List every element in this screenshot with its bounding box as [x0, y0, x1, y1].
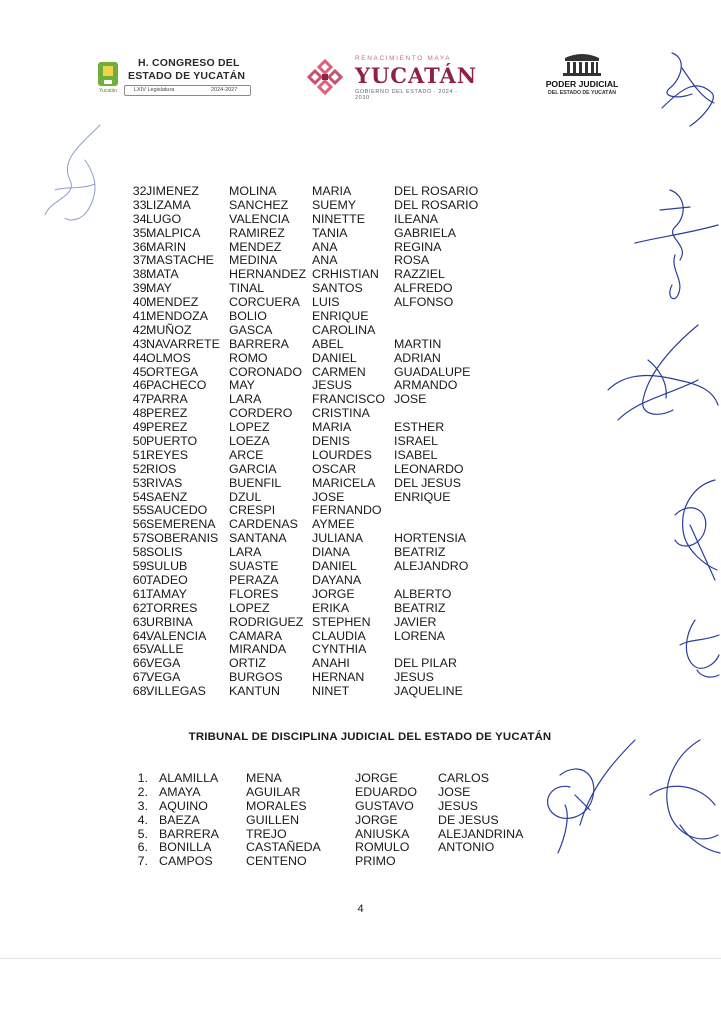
first-surname: SOLIS — [146, 545, 183, 560]
first-name: SUEMY — [312, 197, 357, 212]
row-number: 7. — [137, 854, 148, 869]
first-name: JULIANA — [312, 531, 363, 546]
row-number: 35. — [132, 225, 150, 240]
first-name: MARIA — [312, 184, 352, 198]
second-name: GUADALUPE — [394, 364, 471, 379]
first-name: HERNAN — [312, 670, 365, 685]
first-surname: MUÑOZ — [146, 322, 192, 337]
second-surname: MENDEZ — [229, 239, 282, 254]
row-number: 61. — [132, 586, 150, 601]
row-number: 4. — [137, 812, 148, 827]
congreso-seal-icon — [94, 60, 122, 94]
row-number: 33. — [132, 197, 150, 212]
second-name: JAQUELINE — [394, 684, 463, 699]
first-surname: ORTEGA — [146, 364, 199, 379]
first-name: NINET — [312, 684, 350, 699]
row-number: 47. — [132, 392, 150, 407]
second-surname: CAMARA — [229, 628, 283, 643]
row-number: 1. — [137, 771, 148, 785]
second-surname: CORDERO — [229, 406, 293, 421]
second-surname: CRESPI — [229, 503, 276, 518]
row-number: 2. — [137, 784, 148, 799]
congreso-name-line1: H. CONGRESO DEL — [138, 57, 240, 69]
first-surname: SAENZ — [146, 489, 188, 504]
renacimiento-maya-mark-icon — [305, 57, 345, 97]
first-surname: MALPICA — [146, 225, 201, 240]
gobierno-yucatan-logo — [305, 52, 478, 101]
second-surname: AGUILAR — [246, 784, 301, 799]
courthouse-icon — [561, 52, 603, 76]
first-name: DAYANA — [312, 572, 362, 587]
first-surname: URBINA — [146, 614, 193, 629]
first-surname: VALENCIA — [146, 628, 207, 643]
second-surname: VALENCIA — [229, 211, 290, 226]
second-name: ROSA — [394, 253, 430, 268]
row-number: 39. — [132, 281, 150, 296]
second-name: ISABEL — [394, 447, 438, 462]
first-surname: MENDEZ — [146, 295, 199, 310]
first-name: ROMULO — [355, 840, 410, 855]
first-name: ABEL — [312, 336, 344, 351]
first-name: CLAUDIA — [312, 628, 366, 643]
second-surname: ORTIZ — [229, 656, 266, 671]
second-surname: SANCHEZ — [229, 197, 289, 212]
second-surname: CARDENAS — [229, 517, 298, 532]
second-name: ESTHER — [394, 420, 445, 435]
first-surname: PUERTO — [146, 434, 198, 449]
second-surname: BOLIO — [229, 309, 267, 324]
row-number: 63. — [132, 614, 150, 629]
second-name: RAZZIEL — [394, 267, 445, 282]
row-number: 5. — [137, 826, 148, 841]
first-surname: SAUCEDO — [146, 503, 208, 518]
second-name: REGINA — [394, 239, 442, 254]
second-surname: MORALES — [246, 798, 307, 813]
first-name: DANIEL — [312, 350, 357, 365]
first-name: JORGE — [355, 771, 398, 785]
signature-bottom-right-icon — [640, 735, 721, 865]
row-number: 38. — [132, 267, 150, 282]
row-number: 64. — [132, 628, 150, 643]
second-surname: LARA — [229, 545, 262, 560]
first-name: OSCAR — [312, 461, 357, 476]
second-surname: SANTANA — [229, 531, 287, 546]
first-name: AYMEE — [312, 517, 355, 532]
page-number: 4 — [357, 903, 364, 915]
first-name: DIANA — [312, 545, 350, 560]
second-name: DEL PILAR — [394, 656, 457, 671]
row-number: 37. — [132, 253, 150, 268]
second-surname: KANTUN — [229, 684, 280, 699]
first-name: NINETTE — [312, 211, 366, 226]
second-surname: MOLINA — [229, 184, 277, 198]
second-surname: CASTAÑEDA — [246, 840, 321, 855]
row-number: 60. — [132, 572, 150, 587]
row-number: 65. — [132, 642, 150, 657]
second-surname: MEDINA — [229, 253, 278, 268]
first-surname: VILLEGAS — [146, 684, 206, 699]
signature-left-margin-icon — [40, 120, 120, 230]
first-surname: MASTACHE — [146, 253, 214, 268]
first-surname: PARRA — [146, 392, 188, 407]
first-name: FRANCISCO — [312, 392, 385, 407]
second-surname: PERAZA — [229, 572, 279, 587]
second-name: ALFREDO — [394, 281, 453, 296]
first-surname: VEGA — [146, 670, 181, 685]
first-name: ANIUSKA — [355, 826, 410, 841]
first-surname: PEREZ — [146, 406, 188, 421]
row-number: 36. — [132, 239, 150, 254]
first-name: JORGE — [355, 812, 398, 827]
row-number: 43. — [132, 336, 150, 351]
signature-right-1-icon — [630, 185, 721, 305]
first-surname: MENDOZA — [146, 309, 208, 324]
row-number: 40. — [132, 295, 150, 310]
first-surname: TADEO — [146, 572, 188, 587]
second-name: DEL ROSARIO — [394, 197, 479, 212]
signature-right-2-icon — [598, 320, 721, 440]
first-surname: ALAMILLA — [159, 771, 219, 785]
second-surname: HERNANDEZ — [229, 267, 307, 282]
row-number: 41. — [132, 309, 150, 324]
first-name: CRHISTIAN — [312, 267, 379, 282]
section-title: TRIBUNAL DE DISCIPLINA JUDICIAL DEL ESTADO DE YUCATÁN — [188, 731, 552, 743]
first-surname: OLMOS — [146, 350, 191, 365]
second-surname: BUENFIL — [229, 475, 282, 490]
poder-judicial-logo — [537, 52, 627, 100]
second-name: ALEJANDRO — [394, 559, 469, 574]
first-name: MARICELA — [312, 475, 376, 490]
signature-tribunal-center-icon — [520, 735, 640, 865]
row-number: 6. — [137, 840, 148, 855]
row-number: 66. — [132, 656, 150, 671]
first-surname: SULUB — [146, 559, 188, 574]
second-surname: GASCA — [229, 322, 273, 337]
first-name: LUIS — [312, 295, 340, 310]
first-surname: JIMENEZ — [146, 184, 200, 198]
legislatura-label: LXIV Legislatura — [134, 87, 175, 93]
congreso-logo — [94, 54, 254, 100]
second-surname: BARRERA — [229, 336, 289, 351]
second-name: ADRIAN — [394, 350, 441, 365]
first-surname: SEMERENA — [146, 517, 216, 532]
row-number: 49. — [132, 420, 150, 435]
second-name: ALBERTO — [394, 586, 452, 601]
first-surname: NAVARRETE — [146, 336, 220, 351]
first-name: TANIA — [312, 225, 348, 240]
second-surname: FLORES — [229, 586, 279, 601]
first-surname: AQUINO — [159, 798, 208, 813]
second-name: ALFONSO — [394, 295, 454, 310]
first-surname: BONILLA — [159, 840, 212, 855]
first-name: ANAHI — [312, 656, 350, 671]
second-surname: ARCE — [229, 447, 264, 462]
row-number: 44. — [132, 350, 150, 365]
second-surname: TREJO — [246, 826, 287, 841]
second-name: JESUS — [438, 798, 478, 813]
first-name: DENIS — [312, 434, 350, 449]
second-name: ANTONIO — [438, 840, 495, 855]
first-surname: SOBERANIS — [146, 531, 219, 546]
second-name: LEONARDO — [394, 461, 464, 476]
second-name: GABRIELA — [394, 225, 456, 240]
second-name: JESUS — [394, 670, 434, 685]
signature-right-3-icon — [655, 470, 721, 590]
signature-right-4-icon — [675, 615, 721, 685]
first-name: JESUS — [312, 378, 352, 393]
second-surname: SUASTE — [229, 559, 279, 574]
first-surname: MATA — [146, 267, 179, 282]
gobierno-superscript: RENACIMIENTO MAYA — [355, 55, 452, 62]
first-surname: LIZAMA — [146, 197, 191, 212]
legislatura-years: 2024-2027 — [211, 87, 238, 93]
row-number: 34. — [132, 211, 150, 226]
row-number: 3. — [137, 798, 148, 813]
poder-judicial-line2: DEL ESTADO DE YUCATÁN — [548, 90, 616, 96]
second-surname: LOPEZ — [229, 600, 270, 615]
first-name: CAROLINA — [312, 322, 376, 337]
second-name: BEATRIZ — [394, 600, 446, 615]
row-number: 42. — [132, 322, 150, 337]
second-name: ALEJANDRINA — [438, 826, 524, 841]
row-number: 52. — [132, 461, 150, 476]
second-name: JOSE — [438, 784, 471, 799]
first-surname: VALLE — [146, 642, 184, 657]
first-name: CRISTINA — [312, 406, 370, 421]
gobierno-name: YUCATÁN — [355, 63, 478, 88]
second-name: ARMANDO — [394, 378, 458, 393]
svg-text:Yucatán: Yucatán — [98, 88, 118, 94]
second-name: ISRAEL — [394, 434, 439, 449]
second-name: DE JESUS — [438, 812, 499, 827]
first-surname: CAMPOS — [159, 854, 213, 869]
first-surname: AMAYA — [159, 784, 201, 799]
second-surname: BURGOS — [229, 670, 283, 685]
second-surname: CENTENO — [246, 854, 307, 869]
second-surname: LOPEZ — [229, 420, 270, 435]
second-surname: CORONADO — [229, 364, 302, 379]
second-name: LORENA — [394, 628, 445, 643]
second-surname: DZUL — [229, 489, 262, 504]
first-surname: PEREZ — [146, 420, 188, 435]
row-number: 55. — [132, 503, 150, 518]
first-name: ENRIQUE — [312, 309, 369, 324]
second-surname: GUILLEN — [246, 812, 300, 827]
first-surname: MARIN — [146, 239, 186, 254]
second-surname: LARA — [229, 392, 262, 407]
row-number: 54. — [132, 489, 150, 504]
first-surname: VEGA — [146, 656, 181, 671]
first-surname: TORRES — [146, 600, 198, 615]
first-name: FERNANDO — [312, 503, 382, 518]
row-number: 67. — [132, 670, 150, 685]
row-number: 45. — [132, 364, 150, 379]
second-name: ILEANA — [394, 211, 439, 226]
poder-judicial-line1: PODER JUDICIAL — [545, 79, 619, 89]
first-surname: BARRERA — [159, 826, 219, 841]
first-name: GUSTAVO — [355, 798, 414, 813]
second-surname: MIRANDA — [229, 642, 287, 657]
second-surname: RAMIREZ — [229, 225, 285, 240]
first-name: DANIEL — [312, 559, 357, 574]
first-name: ANA — [312, 253, 338, 268]
row-number: 58. — [132, 545, 150, 560]
row-number: 62. — [132, 600, 150, 615]
first-name: ANA — [312, 239, 338, 254]
row-number: 68. — [132, 684, 150, 699]
first-name: JORGE — [312, 586, 355, 601]
first-name: STEPHEN — [312, 614, 371, 629]
second-name: CARLOS — [438, 771, 489, 785]
first-surname: MAY — [146, 281, 172, 296]
row-number: 57. — [132, 531, 150, 546]
row-number: 56. — [132, 517, 150, 532]
second-surname: MENA — [246, 771, 282, 785]
first-name: CARMEN — [312, 364, 366, 379]
second-name: BEATRIZ — [394, 545, 446, 560]
first-name: PRIMO — [355, 854, 396, 869]
second-surname: ROMO — [229, 350, 268, 365]
first-surname: TAMAY — [146, 586, 187, 601]
first-name: MARIA — [312, 420, 352, 435]
second-name: MARTIN — [394, 336, 442, 351]
first-surname: REYES — [146, 447, 189, 462]
row-number: 51. — [132, 447, 150, 462]
first-name: JOSE — [312, 489, 345, 504]
second-surname: MAY — [229, 378, 255, 393]
second-name: JAVIER — [394, 614, 437, 629]
second-surname: GARCIA — [229, 461, 277, 476]
first-name: LOURDES — [312, 447, 372, 462]
row-number: 59. — [132, 559, 150, 574]
first-surname: BAEZA — [159, 812, 200, 827]
second-name: DEL JESUS — [394, 475, 462, 490]
first-name: CYNTHIA — [312, 642, 367, 657]
first-surname: PACHECO — [146, 378, 207, 393]
congreso-name-line2: ESTADO DE YUCATÁN — [128, 70, 246, 82]
second-surname: RODRIGUEZ — [229, 614, 304, 629]
second-surname: TINAL — [229, 281, 265, 296]
row-number: 53. — [132, 475, 150, 490]
signature-top-right-icon — [652, 48, 721, 138]
row-number: 50. — [132, 434, 150, 449]
second-name: DEL ROSARIO — [394, 184, 479, 198]
first-surname: RIVAS — [146, 475, 183, 490]
second-name: JOSE — [394, 392, 427, 407]
row-number: 48. — [132, 406, 150, 421]
second-name: HORTENSIA — [394, 531, 467, 546]
page-edge-divider — [0, 958, 721, 959]
first-name: ERIKA — [312, 600, 350, 615]
row-number: 32. — [132, 184, 150, 198]
row-number: 46. — [132, 378, 150, 393]
first-surname: LUGO — [146, 211, 182, 226]
first-surname: RIOS — [146, 461, 177, 476]
second-surname: CORCUERA — [229, 295, 300, 310]
second-name: ENRIQUE — [394, 489, 451, 504]
gobierno-subtitle: GOBIERNO DEL ESTADO · 2024 - 2030 — [355, 89, 458, 101]
first-name: SANTOS — [312, 281, 363, 296]
second-surname: LOEZA — [229, 434, 270, 449]
first-name: EDUARDO — [355, 784, 417, 799]
